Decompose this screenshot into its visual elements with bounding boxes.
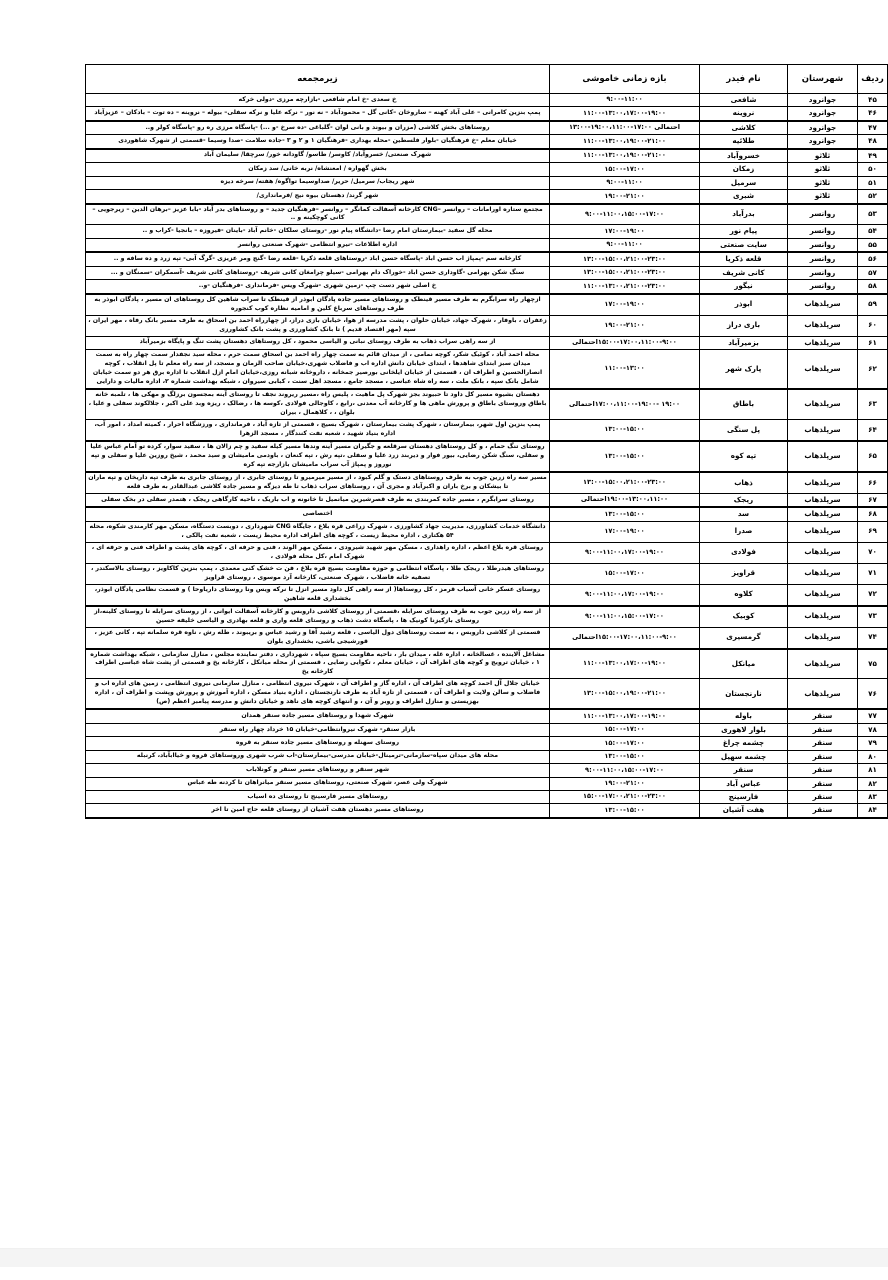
cell-outage-time: ۱۱:۰۰-۱۳:۰۰،۱۷:۰۰-۱۹:۰۰ — [550, 107, 700, 121]
table-row — [86, 472, 888, 493]
table-row — [86, 709, 888, 723]
cell-row-number: ۶۲ — [858, 350, 888, 389]
cell-row-number: ۶۶ — [858, 472, 888, 493]
cell-sub-area: محله احمد آباد ، کوئیک شکر، کوچه نمامی ، از میدان قائم به سمت چهار راه احمد بن اسحاق سمت حرم ، محله سید نجفدار سمت چهار راه به سمت میدان سبز ابتدای شاهدها ، ابتدای خیابان دانش اداره اب و فاضلاب شهری،خیابان صاحب الزمان و مسجد، از سه راه معلم تا پل انقلاب ، کوچه انصارالحسین و اطراف ان ، قسمتی از خیابان ایلخانی بورصیر جمخانه ، داروخانه شبانه روزی،خیابان امام ازل انقلاب تا اداره برق هر دو سمت خیابان شامل بانک سپه ، بانک ملت ، سه راه شاه عباسی ، مسجد جامع ، مسجد اهل سنت ، کبابی سیروان ، شبکه بهداشت شماره ۲، اداره مالیات و دارایی — [86, 350, 550, 389]
cell-sub-area: شهر ریجاب/ سرمیل/ حریر/ صداوسیما تواگوه/ هفته/ سرخه دیزه — [86, 176, 550, 189]
cell-row-number: ۴۵ — [858, 94, 888, 107]
outage-schedule-table — [85, 64, 888, 819]
cell-city: سنقر — [788, 723, 858, 736]
cell-outage-time: ۱۱:۰۰-۱۳:۰۰،۱۹:۰۰-۲۱:۰۰ — [550, 149, 700, 163]
cell-row-number: ۷۴ — [858, 627, 888, 648]
cell-sub-area: خ اصلی شهر دست چپ -زمین شهری -شهرک ویس -فرمانداری -فرهنگیان -و.. — [86, 280, 550, 294]
cell-outage-time: ۱۵:۰۰-۱۷:۰۰،۱۱:۰۰-۹:۰۰احتمالی — [550, 627, 700, 648]
cell-feeder-name: چشمه سهیل — [700, 750, 788, 763]
cell-row-number: ۶۳ — [858, 389, 888, 419]
table-row — [86, 163, 888, 176]
table-row — [86, 94, 888, 107]
cell-row-number: ۸۳ — [858, 791, 888, 804]
table-row — [86, 521, 888, 542]
table-row — [86, 294, 888, 315]
cell-feeder-name: قلعه ذکریا — [700, 252, 788, 266]
cell-city: سرپلذهاب — [788, 542, 858, 563]
cell-outage-time: ۱۳:۰۰-۱۵:۰۰،۲۱:۰۰-۲۳:۰۰ — [550, 472, 700, 493]
table-row — [86, 107, 888, 121]
cell-row-number: ۷۲ — [858, 584, 888, 605]
table-row — [86, 791, 888, 804]
column-header-feeder: نام فیدر — [700, 65, 788, 94]
cell-outage-time: ۱۷:۰۰-۱۹:۰۰ — [550, 225, 700, 238]
column-header-radif: ردیف — [858, 65, 888, 94]
cell-sub-area: روستاهای مسیر فارسینج تا روستای ده اسیاب — [86, 791, 550, 804]
cell-feeder-name: گرمسیری — [700, 627, 788, 648]
cell-row-number: ۴۸ — [858, 135, 888, 149]
cell-outage-time: ۱۹:۰۰-۲۱:۰۰ — [550, 777, 700, 790]
cell-sub-area: کارخانه سم -پمپاژ اب حسن اباد -پاسگاه حسن اباد -روستاهای قلعه ذکریا -قلعه رضا -گنج ومر عزیزی -گرگ آبی- تپه زرد و ده سافه و .. — [86, 252, 550, 266]
cell-city: ثلاثو — [788, 176, 858, 189]
cell-feeder-name: قراویز — [700, 563, 788, 584]
cell-feeder-name: پارک شهر — [700, 350, 788, 389]
cell-city: ثلاثو — [788, 149, 858, 163]
cell-feeder-name: فولادی — [700, 542, 788, 563]
cell-sub-area: ازچهار راه سرابگرم به طرف مسیر قینطک و روستاهای مسیر جاده پادگان ابوذر از قینطک تا سراب شاهین کل روستاهای ان مسیر ، پادگان ابوذر به طرف روستاهای سرباغ کلین و امامیه نظاره کوب کنجوره — [86, 294, 550, 315]
cell-outage-time: ۱۵:۰۰-۱۷:۰۰،۲۱:۰۰-۲۳:۰۰ — [550, 791, 700, 804]
cell-sub-area: روستاهای هیدرطلا ، ریجک طلا ، پاسگاه انتظامی و حوزه مقاومت بسیج قره بلاغ ، فن ت خشک کنی معمدی ، پمپ بنزین کاکاویز ، روستای بالاسکندر ، تصفیه خانه فاضلاب ، شهرک صنعتی، کارخانه آرد موسوی ، روستای قراویز — [86, 563, 550, 584]
cell-row-number: ۷۷ — [858, 709, 888, 723]
cell-city: روانسر — [788, 204, 858, 225]
cell-row-number: ۵۹ — [858, 294, 888, 315]
cell-city: سرپلذهاب — [788, 584, 858, 605]
cell-sub-area: شهر سنقر و روستاهای مسیر سنقر و کونلاباب — [86, 764, 550, 777]
table-row — [86, 804, 888, 818]
cell-outage-time: ۱۹:۰۰-۲۱:۰۰ — [550, 190, 700, 204]
cell-outage-time: ۹:۰۰-۱۱:۰۰،۱۷:۰۰-۱۹:۰۰ — [550, 542, 700, 563]
cell-outage-time: ۱۳:۰۰-۱۵:۰۰ — [550, 750, 700, 763]
cell-feeder-name: ذهاب — [700, 472, 788, 493]
table-row — [86, 315, 888, 336]
cell-feeder-name: باطاق — [700, 389, 788, 419]
cell-feeder-name: صدرا — [700, 521, 788, 542]
cell-feeder-name: پل سنگی — [700, 419, 788, 440]
cell-sub-area: روستای سهنله و روستاهای مسیر جاده سنقر به قروه — [86, 737, 550, 750]
cell-feeder-name: باوله — [700, 709, 788, 723]
table-row — [86, 563, 888, 584]
table-row — [86, 679, 888, 709]
cell-sub-area: سنگ شکن بهرامی -گاوداری حسن اباد -خوراک دام بهرامی -سیلو چرامغان کانی شریف -روستاهای کانی شریف -آسمکران -سمنگان و ... — [86, 266, 550, 279]
cell-sub-area: از سه راهی سراب ذهاب به طرف روستای نبانی و الیاسی محمود ، کل روستاهای دهستان پشت تنگ و پایگاه بزمیرآباد — [86, 336, 550, 349]
table-row — [86, 238, 888, 252]
cell-sub-area: روستای عسکر خانی آسیاب قرمز ، کل روستاها( از سه راهی کل داود مسیر انزل تا نرکه ویس ونا روستای داریاوحا ) و قسمت نظامی پادگان ابوذر، بخشداری قلعه شاهین — [86, 584, 550, 605]
cell-city: روانسر — [788, 266, 858, 279]
cell-sub-area: اختصاصی — [86, 507, 550, 521]
cell-city: سرپلذهاب — [788, 563, 858, 584]
cell-outage-time: ۹:۰۰-۱۱:۰۰ — [550, 238, 700, 252]
cell-sub-area: روستاهای مسیر دهستان هفت آشیان از روستای قلعه حاج امین تا اخر — [86, 804, 550, 818]
cell-sub-area: روستای تنگ حمام ، و کل روستاهای دهستان سرقلعه و جگیران مسیر آینه وندها مسیر کیله سفید و چم زالان ها ، سفید سوار، کرده تو آمام عباس علیا و سفلی، سنگ شکن رضایی، بیور فوار و دیربند زرد علیا و سفلی ،تپه رش ، تپه کنعان ، باودمی مامیشان و سید محمد ، شیخ روزین علیا و سفلی و تپه نوروز و پمپاژ آب سراب مامیشان بازارجه تپه کره — [86, 441, 550, 472]
column-header-desc: زیرمجمعه — [86, 65, 550, 94]
table-row — [86, 280, 888, 294]
cell-city: سرپلذهاب — [788, 627, 858, 648]
cell-city: سرپلذهاب — [788, 441, 858, 472]
cell-city: سنقر — [788, 709, 858, 723]
cell-outage-time: ۱۳:۰۰-۱۵:۰۰،۱۹:۰۰-۲۱:۰۰ — [550, 679, 700, 709]
table-header — [86, 65, 888, 94]
cell-feeder-name: طلائیه — [700, 135, 788, 149]
cell-feeder-name: نیگور — [700, 280, 788, 294]
cell-feeder-name: فارسینج — [700, 791, 788, 804]
cell-feeder-name: شافعی — [700, 94, 788, 107]
cell-city: جوانرود — [788, 121, 858, 135]
cell-sub-area: مشاغل آلاینده ، غسالخانه ، اداره غله ، میدان بار ، ناحیه مقاومت بسیج سپاه ، شهرداری ، دفتر نماینده مجلس ، منازل سازمانی ، شبکه بهداشت شماره ۱ ، خیابان ترویج و کوچه های اطراف آن ، خیابان معلم ، تکوایی رضایی ، قسمتی از محله میانکل ، کارخانه یخ و قسمتی از پشت شاه عباسی اطراف کارخانه یخ — [86, 649, 550, 679]
cell-sub-area: خیابان معلم -خ فرهنگیان -بلوار فلسطین -محله بهداری -فرهنگیان ۱ و ۲ و ۳ -جاده سلامت -صدا وسیما -قسمتی از شهرک شاهوردی — [86, 135, 550, 149]
cell-feeder-name: زمکان — [700, 163, 788, 176]
column-header-time: بازه زمانی خاموشی — [550, 65, 700, 94]
cell-row-number: ۵۷ — [858, 266, 888, 279]
table-row — [86, 336, 888, 349]
cell-feeder-name: سد — [700, 507, 788, 521]
cell-outage-time: ۱۳:۰۰-۱۵:۰۰ — [550, 419, 700, 440]
cell-feeder-name: میانکل — [700, 649, 788, 679]
cell-feeder-name: سایت صنعتی — [700, 238, 788, 252]
cell-outage-time: ۱۹:۰۰-۲۱:۰۰ — [550, 315, 700, 336]
cell-city: سرپلذهاب — [788, 472, 858, 493]
cell-row-number: ۶۰ — [858, 315, 888, 336]
table-row — [86, 121, 888, 135]
cell-feeder-name: بزمیرآباد — [700, 336, 788, 349]
cell-feeder-name: خسروآباد — [700, 149, 788, 163]
cell-city: سرپلذهاب — [788, 507, 858, 521]
outage-schedule-sheet — [86, 64, 888, 819]
cell-sub-area: مسیر سه راه زرین جوب به طرف روستاهای دستک و گلم کبود ، از مسیر میرمیرو تا روستای جابری ، از روستای جابری به طرف تپه داریخان و تپه ماران تا بیشکان و برخ باران و اکبرآباد و مجری آن ، روستاهای سراب ذهاب تا طه دیزگه و مسیر جاده کلاشی عبدالقادر به طرف قلعه — [86, 472, 550, 493]
table-row — [86, 584, 888, 605]
cell-city: سرپلذهاب — [788, 493, 858, 507]
cell-row-number: ۸۰ — [858, 750, 888, 763]
cell-outage-time: ۱۵:۰۰-۱۷:۰۰ — [550, 737, 700, 750]
cell-feeder-name: سنقر — [700, 764, 788, 777]
cell-outage-time: ۱۵:۰۰-۱۷:۰۰،۱۱:۰۰-۹:۰۰احتمالی — [550, 336, 700, 349]
table-row — [86, 606, 888, 627]
cell-city: سنقر — [788, 791, 858, 804]
cell-row-number: ۷۸ — [858, 723, 888, 736]
table-row — [86, 764, 888, 777]
cell-city: جوانرود — [788, 135, 858, 149]
cell-city: سرپلذهاب — [788, 315, 858, 336]
cell-sub-area: قسمتی از کلاشی داروبس ، به سمت روستاهای دول الیاسی ، قلعه رشید آقا و رشید عباس و بریبوند ، طله رش ، ناوه قره سلمانه تپه ، کانی عزیز ، قورشیجی باشی، بخشداری بلوان — [86, 627, 550, 648]
cell-feeder-name: نارنجستان — [700, 679, 788, 709]
cell-row-number: ۵۲ — [858, 190, 888, 204]
cell-row-number: ۵۴ — [858, 225, 888, 238]
cell-sub-area: اداره اطلاعات -نیرو انتظامی -شهرک صنعتی روانسر — [86, 238, 550, 252]
cell-row-number: ۶۹ — [858, 521, 888, 542]
table-header-row — [86, 65, 888, 94]
cell-feeder-name: ابوذر — [700, 294, 788, 315]
cell-sub-area: از سه راه زرین جوب به طرف روستای سرابله ،قسمتی از روستای کلاشی داروبس و کارخانه آسفالت ایوانی ، از روستای سرابله تا روستای کلینه،از روستای بازکیزنا کونیک ها ، پاسگاه دشت ذهاب و روستای قلعه واری و قلعه بهادری و الیاسی خلیفه حسین — [86, 606, 550, 627]
page-footer-band — [0, 1248, 888, 1267]
cell-feeder-name: نروینه — [700, 107, 788, 121]
cell-row-number: ۴۹ — [858, 149, 888, 163]
cell-outage-time: ۱۵:۰۰-۱۷:۰۰ — [550, 163, 700, 176]
cell-sub-area: دانشگاه خدمات کشاورزی، مدیریت جهاد کشاورزی ، شهرک زراعی قره بلاغ ، جایگاه CNG شهرداری ، دوبست دستگاه، مسکن مهر کارمندی شکوه، محله ۵۴ هکتاری ، اداره محیط زیست ، کوچه های اطراف اداره محیط زیست ، شعبه نفت پالکی ، — [86, 521, 550, 542]
cell-feeder-name: پیام نور — [700, 225, 788, 238]
cell-city: جوانرود — [788, 94, 858, 107]
cell-outage-time: ۱۱:۰۰-۱۳:۰۰،۲۱:۰۰-۲۳:۰۰ — [550, 280, 700, 294]
cell-outage-time: ۹:۰۰-۱۱:۰۰،۱۵:۰۰-۱۷:۰۰ — [550, 764, 700, 777]
table-row — [86, 350, 888, 389]
cell-city: سرپلذهاب — [788, 679, 858, 709]
cell-city: ثلاثو — [788, 163, 858, 176]
cell-row-number: ۷۶ — [858, 679, 888, 709]
cell-row-number: ۶۸ — [858, 507, 888, 521]
cell-sub-area: روستاهای بخش کلاشی (مزران و بیوند و بانی لوان -گلباغی -ده سرخ -و ...) -پاسگاه مرزی ره رو -پاسگاه کولر و.. — [86, 121, 550, 135]
table-row — [86, 627, 888, 648]
cell-outage-time: ۹:۰۰-۱۱:۰۰ — [550, 94, 700, 107]
table-row — [86, 542, 888, 563]
cell-feeder-name: بلوار لاهوری — [700, 723, 788, 736]
cell-row-number: ۸۴ — [858, 804, 888, 818]
cell-outage-time: ۱۱:۰۰-۱۳:۰۰ — [550, 350, 700, 389]
cell-city: سنقر — [788, 764, 858, 777]
table-row — [86, 389, 888, 419]
cell-sub-area: شهرک شهدا و روستاهای مسیر جاده سنقر همدان — [86, 709, 550, 723]
cell-feeder-name: هفت آشیان — [700, 804, 788, 818]
cell-outage-time: ۱۹:۰۰-۱۳:۰۰،۱۱:۰۰احتمالی — [550, 493, 700, 507]
table-body — [86, 94, 888, 818]
cell-row-number: ۶۴ — [858, 419, 888, 440]
table-row — [86, 419, 888, 440]
cell-city: سنقر — [788, 777, 858, 790]
cell-row-number: ۸۱ — [858, 764, 888, 777]
cell-row-number: ۶۵ — [858, 441, 888, 472]
cell-sub-area: پمپ بنزین اول شهر، بیمارستان ، شهرک پشت بیمارستان ، شهرک بسیج ، قسمتی از تازه آباد ، فرمانداری ، ورزشگاه احرار ، کمیته امداد ، امور آب، اداره بنیاد شهید ، شعبه نفت کنندگار ، مسجد الزهرا — [86, 419, 550, 440]
cell-row-number: ۵۳ — [858, 204, 888, 225]
cell-outage-time: ۹:۰۰-۱۱:۰۰،۱۵:۰۰-۱۷:۰۰ — [550, 606, 700, 627]
table-row — [86, 649, 888, 679]
table-row — [86, 252, 888, 266]
table-row — [86, 750, 888, 763]
cell-city: سرپلذهاب — [788, 419, 858, 440]
cell-row-number: ۷۱ — [858, 563, 888, 584]
cell-city: سنقر — [788, 750, 858, 763]
cell-feeder-name: کلاشی — [700, 121, 788, 135]
cell-feeder-name: باری دراز — [700, 315, 788, 336]
table-row — [86, 204, 888, 225]
cell-city: سرپلذهاب — [788, 336, 858, 349]
cell-feeder-name: کانی شریف — [700, 266, 788, 279]
cell-sub-area: پمپ بنزین کامرانی – علی آباد کهنه – ساروخان –کانی گل – محمودآباد – نه نور – نرکه علیا و نرکه سفلی– بیوله – نروینه – ده توت – بادکان – عزیزآباد — [86, 107, 550, 121]
cell-outage-time: ۱۹:۰۰ -۱۷:۰۰،۱۱:۰۰-۱۹:۰۰احتمالی — [550, 389, 700, 419]
cell-city: روانسر — [788, 252, 858, 266]
cell-outage-time: ۱۳:۰۰-۱۵:۰۰ — [550, 441, 700, 472]
cell-sub-area: شهرک ولی عصر، شهرک صنعتی، روستاهای مسیر سنقر میانراهان تا کردنه طه عباس — [86, 777, 550, 790]
table-row — [86, 723, 888, 736]
cell-sub-area: شهرک صنعتی/ خسروآباد/ کاوسر/ طاسو/ گاودانه خور/ سرچقا/ سلیمان آباد — [86, 149, 550, 163]
cell-outage-time: ۹:۰۰-۱۱:۰۰ — [550, 176, 700, 189]
table-row — [86, 493, 888, 507]
cell-outage-time: ۱۳:۰۰-۱۵:۰۰ — [550, 804, 700, 818]
cell-sub-area: زعفران ، باوفار ، شهرک جهاد، خیابان حلوان ، پشت مدرسه از هوا، خیابان بازی دراز، از چهارراه احمد بن اسحاق به طرف مسیر بانک رفاه ، مهر ایران ، سپه (مهر اقتصاد قدیم ) تا بانک کشاورزی و پشت بانک کشاورزی — [86, 315, 550, 336]
cell-outage-time: ۱۳:۰۰-۱۵:۰۰،۲۱:۰۰-۲۳:۰۰ — [550, 252, 700, 266]
cell-outage-time: ۱۱:۰۰-۱۳:۰۰،۱۹:۰۰-۲۱:۰۰ — [550, 135, 700, 149]
cell-outage-time: ۱۱:۰۰-۱۳:۰۰،۱۷:۰۰-۱۹:۰۰ — [550, 649, 700, 679]
cell-city: سرپلذهاب — [788, 294, 858, 315]
table-row — [86, 135, 888, 149]
cell-outage-time: ۱۱:۰۰-۱۳:۰۰،۱۷:۰۰-۱۹:۰۰ — [550, 709, 700, 723]
cell-sub-area: مجتمع ستاره اورامانات – روانسر –CNG کارخانه آسفالت کمانگر – روانسر –فرهنگیان جدید – و روستاهای بدر آباد -بابا عزیز –برهان الدین – زیرجویی – کانی کوچکینه و .. — [86, 204, 550, 225]
table-row — [86, 737, 888, 750]
cell-outage-time: ۱۷:۰۰-۱۹:۰۰ — [550, 294, 700, 315]
cell-city: روانسر — [788, 238, 858, 252]
cell-outage-time: ۱۳:۰۰-۱۵:۰۰،۲۱:۰۰-۲۳:۰۰ — [550, 266, 700, 279]
cell-outage-time: ۱۵:۰۰-۱۷:۰۰ — [550, 723, 700, 736]
table-row — [86, 266, 888, 279]
table-row — [86, 190, 888, 204]
cell-city: روانسر — [788, 225, 858, 238]
table-row — [86, 225, 888, 238]
cell-city: سنقر — [788, 737, 858, 750]
cell-row-number: ۴۶ — [858, 107, 888, 121]
cell-feeder-name: تپه کوه — [700, 441, 788, 472]
cell-feeder-name: شبری — [700, 190, 788, 204]
cell-feeder-name: بدرآباد — [700, 204, 788, 225]
cell-sub-area: محله های میدان سپاه-سازمانی-ترمینال-خیابان مدرسی-بیمارستان-اب شرب شهری وروستاهای قروه و خیاابآباد، کرنبله — [86, 750, 550, 763]
column-header-city: شهرستان — [788, 65, 858, 94]
cell-row-number: ۸۲ — [858, 777, 888, 790]
table-row — [86, 507, 888, 521]
cell-feeder-name: چشمه چراغ — [700, 737, 788, 750]
cell-row-number: ۵۶ — [858, 252, 888, 266]
cell-feeder-name: سرمیل — [700, 176, 788, 189]
cell-outage-time: ۱۵:۰۰-۱۷:۰۰ — [550, 563, 700, 584]
cell-outage-time: ۹:۰۰-۱۱:۰۰،۱۷:۰۰-۱۹:۰۰ — [550, 584, 700, 605]
cell-sub-area: محله گل سفید -بیمارستان امام رضا -دانشگاه پیام نور -روستای سلکان -خانم آباد -باینان -فیروزه – بانجیا -کراب و .. — [86, 225, 550, 238]
cell-outage-time: ۹:۰۰-۱۱:۰۰،۱۵:۰۰-۱۷:۰۰ — [550, 204, 700, 225]
cell-row-number: ۶۷ — [858, 493, 888, 507]
table-row — [86, 441, 888, 472]
cell-row-number: ۵۰ — [858, 163, 888, 176]
cell-sub-area: بخش گهواره / امعنشاه/ نربه خانی/ سد زمکان — [86, 163, 550, 176]
cell-row-number: ۷۵ — [858, 649, 888, 679]
cell-city: جوانرود — [788, 107, 858, 121]
cell-outage-time: احتمالی ۱۷:۰۰-۱۹:۰۰،۱۱:۰۰-۱۳:۰۰ — [550, 121, 700, 135]
cell-city: سرپلذهاب — [788, 389, 858, 419]
cell-sub-area: روستای قره بلاغ اعظم ، اداره راهداری ، مسکن مهر شهید شیرودی ، مسکن مهر الوند ، فنی و حرفه ای ، کوچه های پشت و اطراف فنی و حرفه ای ، شهرک امام ،کل محله فولادی ، — [86, 542, 550, 563]
cell-sub-area: روستای سرابگرم ، مسیر جاده کمربندی به طرف قصرشیرین میانمیل تا خانونه و اب باریک ، ناحیه کارگاهی ریجک ، هتمدر سفلی در بخک سفلی — [86, 493, 550, 507]
cell-city: سنقر — [788, 804, 858, 818]
cell-outage-time: ۱۳:۰۰-۱۵:۰۰ — [550, 507, 700, 521]
cell-feeder-name: کلاوه — [700, 584, 788, 605]
cell-row-number: ۴۷ — [858, 121, 888, 135]
cell-feeder-name: ریجک — [700, 493, 788, 507]
cell-sub-area: خ سعدی -خ امام شافعی -بازارچه مرزی -دولی خرکه — [86, 94, 550, 107]
cell-row-number: ۵۸ — [858, 280, 888, 294]
cell-city: سرپلذهاب — [788, 350, 858, 389]
cell-sub-area: دهستان بشیوه مسیر کل داود تا حبیوند بجز شهرک پل ماهیت ، پلیس راه ،مسیر ریروند نجف تا روستای آینه بمجسون برزلگ و مهکی ها ، تلمبه خانه باطاق وروستای باطاق و پرورش ماهی ها و کارخانه آب معدنی ،رابع ، کاوجالی فولادی ،کوسه ها ، رضالک ، ریزه وبد علی اکبر ، جلالکوند سفلی و علیا ، بلوان ، ، کلاهمال ، بیران — [86, 389, 550, 419]
table-row — [86, 176, 888, 189]
cell-outage-time: ۱۷:۰۰-۱۹:۰۰ — [550, 521, 700, 542]
cell-sub-area: خیابان جلال آل احمد کوچه های اطراف آن ، اداره گاز و اطراف آن ، شهرک نیروی انتظامی ، منازل سازمانی نیروی انتظامی ، زمین های اداره اب و فاضلاب و سالن ولایت و اطراف آن ، قسمتی از تازه آباد به طرف نارنجستان ، اداره بنیاد مسکن ، اداره آموزش و پرورش وپشت و اطراف آن ، اداره بهزیستی و منازل اطراف و روبر و آن ، و انتهای کوچه های ناهد و خیابان دانش و مدرسه پیامبر اعظم (ص) — [86, 679, 550, 709]
cell-city: ثلاثو — [788, 190, 858, 204]
cell-sub-area: شهر گرند/ دهستان بیوه نیج /فرمانداری/ — [86, 190, 550, 204]
cell-feeder-name: کوبیک — [700, 606, 788, 627]
table-row — [86, 149, 888, 163]
cell-row-number: ۶۱ — [858, 336, 888, 349]
cell-row-number: ۷۹ — [858, 737, 888, 750]
cell-city: سرپلذهاب — [788, 606, 858, 627]
cell-row-number: ۵۵ — [858, 238, 888, 252]
cell-city: سرپلذهاب — [788, 649, 858, 679]
cell-city: سرپلذهاب — [788, 521, 858, 542]
cell-row-number: ۵۱ — [858, 176, 888, 189]
cell-row-number: ۷۳ — [858, 606, 888, 627]
cell-feeder-name: عباس آباد — [700, 777, 788, 790]
table-row — [86, 777, 888, 790]
cell-sub-area: بازار سنقر- شهرک نیروانتظامی-خیابان ۱۵ خرداد چهار راه سنقر — [86, 723, 550, 736]
cell-city: روانسر — [788, 280, 858, 294]
cell-row-number: ۷۰ — [858, 542, 888, 563]
